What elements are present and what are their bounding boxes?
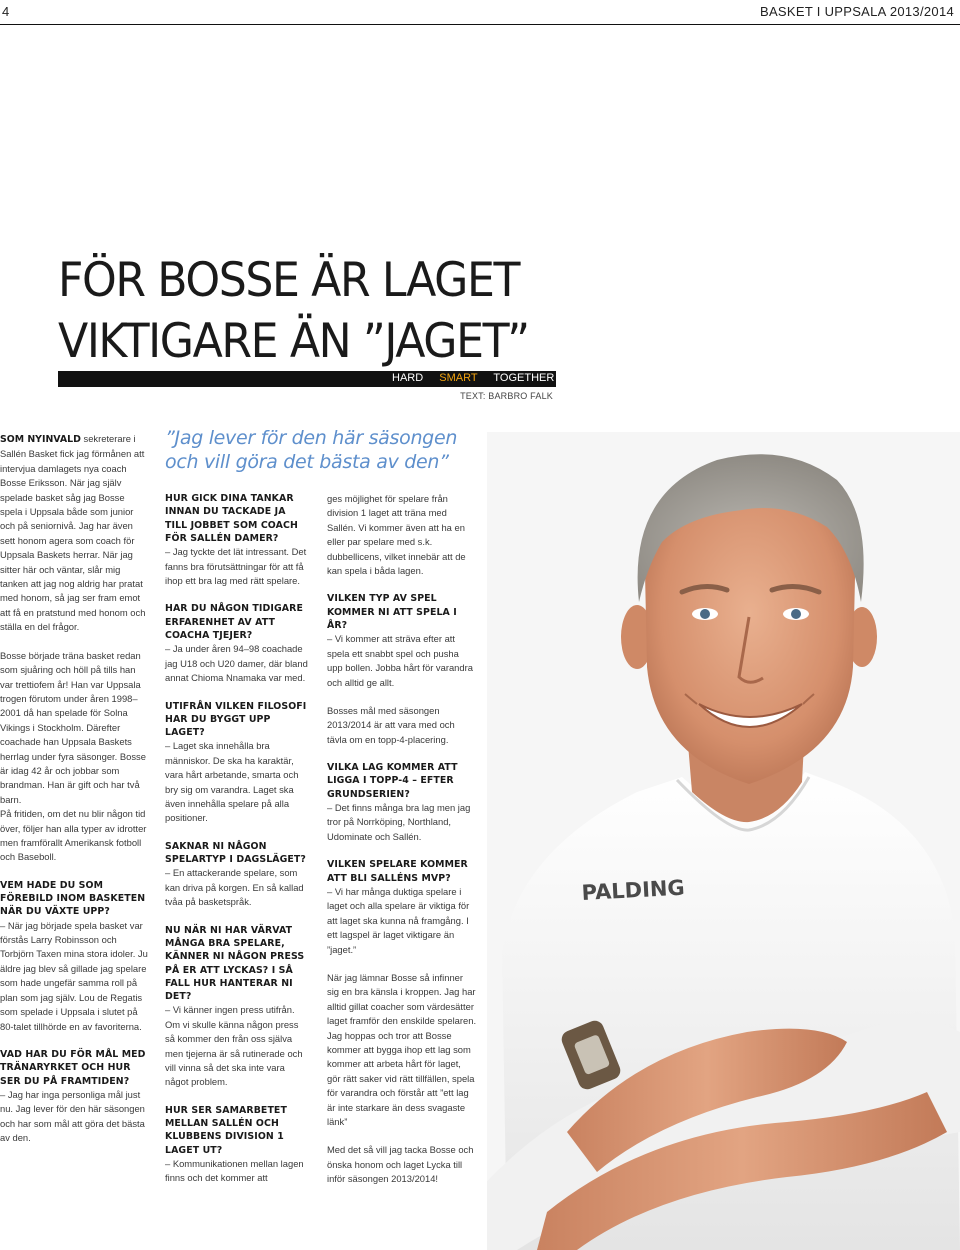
- running-title: BASKET I UPPSALA 2013/2014: [759, 4, 954, 19]
- body-paragraph: Med det så vill jag tacka Bosse och önska honom och laget Lycka till inför säsongen 2013/2014!: [327, 1144, 474, 1185]
- intro-text: sekreterare i Sallén Basket fick jag förmånen att intervjua damlagets nya coach Bosse Eriksson. När jag själv spelade basket såg jag Bosse spela i Uppsala både som junior och på seniornivå. Jag har även sett honom agera som coach för Uppsala Baskets herrar. När jag sitter här och väntar, slår mig tanken att jag nog aldrig har pratat med honom, så jag ser fram emot att få en pratstund med honom och ställa en del frågor.: [0, 433, 146, 633]
- tagline-word-hard: HARD: [392, 372, 424, 384]
- answer-paragraph: – När jag började spela basket var förstås Larry Robinsson och Torbjörn Taxen mina stora idoler. Ju äldre jag blev så gillade jag spelare som hade ungefär samma roll på plan som jag själv. Lou de Regatis som spelade i Uppsala i slutet på 80-talet tillhörde en av favoriterna.: [0, 919, 148, 1032]
- answer-paragraph: – Vi känner ingen press utifrån. Om vi skulle känna någon press så kommer den från oss själva men tjejerna är så rutinerade och vill vinna så det ska inte vara något problem.: [165, 1004, 303, 1088]
- question-heading: SAKNAR NI NÅGON SPELARTYP I DAGSLÄGET?: [165, 840, 306, 866]
- coach-portrait-photo: [487, 432, 960, 1250]
- answer-paragraph: – Vi kommer att sträva efter att spela ett snabbt spel och pusha upp bollen. Jobba hårt för varandra och alltid ge allt.: [327, 633, 473, 688]
- answer-paragraph: – Kommunikationen mellan lagen finns och det kommer att: [165, 1158, 304, 1184]
- shirt-logo-text: PALDING: [581, 875, 686, 905]
- article-column-3: [327, 492, 477, 1187]
- header-rule: [0, 24, 960, 25]
- question-heading: VILKA LAG KOMMER ATT LIGGA I TOPP-4 – EFTER GRUNDSERIEN?: [327, 762, 458, 800]
- body-paragraph: Bosses mål med säsongen 2013/2014 är att vara med och tävla om en topp-4-placering.: [327, 704, 455, 745]
- question-heading: HUR SER SAMARBETET MELLAN SALLÉN OCH KLUBBENS DIVISION 1 LAGET UT?: [165, 1104, 287, 1156]
- question-heading: VILKEN SPELARE KOMMER ATT BLI SALLÉNS MVP?: [327, 859, 468, 884]
- body-paragraph: Bosse började träna basket redan som sjuåring och höll på tills han var trettiofem år! Han var Uppsala trogen förutom under åren 1998–2001 då han spelade för Solna Vikings i Stockholm. Därefter coachade han Uppsala Baskets herrlag under fyra säsonger. Bosse är idag 42 år och jobbar som brandman. Han är gift och har två barn.: [0, 649, 146, 805]
- pull-quote-line-1: ”Jag lever för den här säsongen: [165, 427, 458, 449]
- tagline: [392, 372, 567, 384]
- question-heading: VEM HADE DU SOM FÖREBILD INOM BASKETEN NÄR DU VÄXTE UPP?: [0, 879, 146, 918]
- answer-paragraph: – Ja under åren 94–98 coachade jag U18 och U20 damer, där bland annat Chioma Nnamaka var med.: [165, 643, 308, 684]
- question-heading: NU NÄR NI HAR VÄRVAT MÅNGA BRA SPELARE, KÄNNER NI NÅGON PRESS PÅ ER ATT LYCKAS? I SÅ FALL HUR HANTERAR NI DET?: [165, 924, 305, 1003]
- answer-paragraph: – Jag tyckte det lät intressant. Det fanns bra förutsättningar för att få ihop ett bra lag med rätt spelare.: [165, 546, 307, 586]
- answer-paragraph: – Det finns många bra lag men jag tror på Norrköping, Northland, Udominate och Sallén.: [327, 802, 471, 842]
- answer-paragraph: – Vi har många duktiga spelare i laget och alla spelare är viktiga för att laget ska kunna nå framgång. I ett lagspel är laget viktigare än ”jaget.”: [327, 885, 470, 955]
- body-paragraph: När jag lämnar Bosse så infinner sig en bra känsla i kroppen. Jag har alltid gillat coacher som värdesätter laget framför den enskilde spelaren. Jag hoppas och tror att Bosse kommer att bygga ihop ett lag som kommer att arbeta hårt för laget, gör rätt saker vid rätt tillfällen, spela för varandra och förstår att ”ett lag är inte starkare än dess svagaste länk”: [327, 971, 477, 1127]
- pull-quote: [165, 426, 485, 474]
- byline: TEXT: BARBRO FALK: [460, 391, 553, 401]
- answer-paragraph: – En attackerande spelare, som kan driva på korgen. En så kallad tvåa på basketspråk.: [165, 867, 304, 908]
- article-column-1: [0, 432, 148, 1145]
- coach-portrait-illustration: [487, 432, 960, 1250]
- question-heading: HAR DU NÅGON TIDIGARE ERFARENHET AV ATT COACHA TJEJER?: [165, 603, 303, 641]
- answer-paragraph: – Jag har inga personliga mål just nu. Jag lever för den här säsongen och har som mål att göra det bästa av den.: [0, 1088, 145, 1144]
- question-heading: UTIFRÅN VILKEN FILOSOFI HAR DU BYGGT UPP LAGET?: [165, 700, 307, 739]
- headline-line-1: FÖR BOSSE ÄR LAGET: [58, 253, 520, 308]
- headline-line-2: VIKTIGARE ÄN ”JAGET”: [58, 314, 529, 369]
- intro-paragraph: [0, 432, 148, 635]
- pull-quote-line-2: och vill göra det bästa av den”: [165, 451, 449, 473]
- body-paragraph: ges möjlighet för spelare från division 1 laget att träna med Sallén. Vi kommer även att ha en eller par spelare med s.k. dubbellicens, vilket innebär att de kan spela i båda lagen.: [327, 493, 466, 577]
- article-column-2: [165, 492, 310, 1186]
- body-paragraph: På fritiden, om det nu blir någon tid över, följer han alla typer av idrotter men framförallt Amerikansk fotboll och Baseboll.: [0, 808, 147, 863]
- tagline-word-together: TOGETHER: [493, 372, 555, 384]
- intro-lead: SOM NYINVALD: [0, 434, 81, 445]
- question-heading: VAD HAR DU FÖR MÅL MED TRÄNARYRKET OCH HUR SER DU PÅ FRAMTIDEN?: [0, 1048, 146, 1087]
- tagline-word-smart: SMART: [439, 372, 478, 384]
- headline: [58, 250, 584, 372]
- question-heading: VILKEN TYP AV SPEL KOMMER NI ATT SPELA I ÅR?: [327, 593, 457, 632]
- question-heading: HUR GICK DINA TANKAR INNAN DU TACKADE JA TILL JOBBET SOM COACH FÖR SALLÉN DAMER?: [165, 493, 298, 544]
- answer-paragraph: – Laget ska innehålla bra människor. De ska ha karaktär, vara hårt arbetande, smarta och bry sig om varandra. Laget ska även innehålla spelare på alla positioner.: [165, 740, 299, 824]
- page-number: 4: [2, 4, 10, 19]
